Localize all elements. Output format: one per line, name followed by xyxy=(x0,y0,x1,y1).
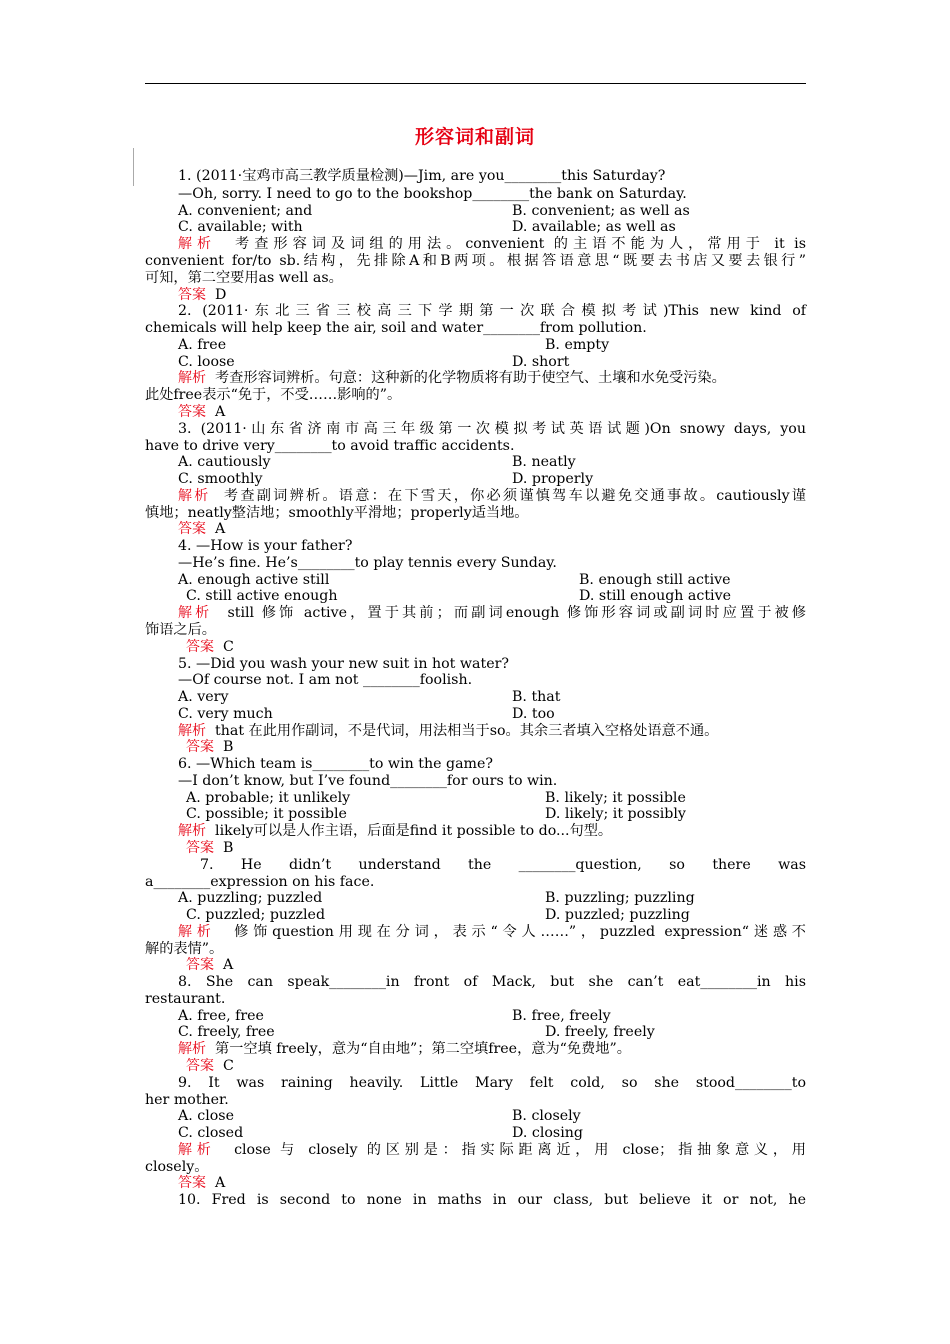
q3-option-c: C. smoothly xyxy=(178,471,263,487)
q1-analysis-line1: 解析 考查形容词及词组的用法。convenient 的主语不能为人，常用于 it is xyxy=(178,236,806,252)
q2-analysis-line2: 此处free表示“免于，不受……影响的”。 xyxy=(145,387,402,403)
q5-option-a: A. very xyxy=(178,689,229,705)
q4-analysis-line2: 饰语之后。 xyxy=(145,622,216,638)
q1-analysis-line2: convenient for/to sb.结构，先排除A和B两项。根据答语意思“既要去书店又要去银行” xyxy=(145,253,806,269)
q6-option-a: A. probable; it unlikely xyxy=(186,790,351,806)
q5-option-b: B. that xyxy=(512,689,561,705)
q2-answer: 答案 A xyxy=(178,404,226,420)
q1-option-d: D. available; as well as xyxy=(512,219,676,235)
q8-option-a: A. free, free xyxy=(178,1008,264,1024)
q8-answer: 答案 C xyxy=(186,1058,234,1074)
q9-option-d: D. closing xyxy=(512,1125,583,1141)
q9-analysis-line1: 解析 close 与 closely 的区别是：指实际距离近，用 close；指抽象意义，用 xyxy=(178,1142,806,1158)
q10-line1: 10. Fred is second to none in maths in our class, but believe it or not, he xyxy=(178,1192,806,1208)
answer-label: 答案 xyxy=(178,287,206,303)
q6-option-c: C. possible; it possible xyxy=(186,806,347,822)
q6-option-b: B. likely; it possible xyxy=(545,790,686,806)
analysis-label: 解析 xyxy=(178,236,217,252)
q7-line1: 7. He didn’t understand the ________question, so there was xyxy=(200,857,806,873)
q8-analysis-line1: 解析 第一空填 freely，意为“自由地”；第二空填free，意为“免费地”。 xyxy=(178,1041,631,1057)
q4-option-b: B. enough still active xyxy=(579,572,731,588)
q5-option-c: C. very much xyxy=(178,706,273,722)
q9-answer: 答案 A xyxy=(178,1175,226,1191)
q3-line2: have to drive very________to avoid traffic accidents. xyxy=(145,438,515,454)
q1-option-c: C. available; with xyxy=(178,219,303,235)
q7-option-d: D. puzzled; puzzling xyxy=(545,907,690,923)
q8-line2: restaurant. xyxy=(145,991,226,1007)
q3-answer: 答案 A xyxy=(178,521,226,537)
q1-option-b: B. convenient; as well as xyxy=(512,203,690,219)
q1-analysis-line3: 可知，第二空要用as well as。 xyxy=(145,270,343,286)
q3-analysis-line1: 解析 考查副词辨析。语意：在下雪天，你必须谨慎驾车以避免交通事故。cautiously谨 xyxy=(178,488,806,504)
q1-answer: 答案 D xyxy=(178,287,227,303)
q2-option-b: B. empty xyxy=(545,337,610,353)
q3-option-a: A. cautiously xyxy=(178,454,271,470)
q8-option-d: D. freely, freely xyxy=(545,1024,655,1040)
q5-answer: 答案 B xyxy=(186,739,234,755)
q1-line1: 1. (2011·宝鸡市高三教学质量检测)—Jim, are you________this Saturday? xyxy=(178,168,666,184)
q4-option-d: D. still enough active xyxy=(579,588,731,604)
q2-option-d: D. short xyxy=(512,354,570,370)
q3-line1: 3. (2011·山东省济南市高三年级第一次模拟考试英语试题)On snowy days, you xyxy=(178,421,806,437)
q7-analysis-line2: 解的表情”。 xyxy=(145,941,224,957)
q3-option-d: D. properly xyxy=(512,471,594,487)
q9-analysis-line2: closely。 xyxy=(145,1159,209,1175)
page-title: 形容词和副词 xyxy=(414,126,535,148)
q5-option-d: D. too xyxy=(512,706,555,722)
q6-line2: —I don’t know, but I’ve found________for ours to win. xyxy=(178,773,558,789)
q4-answer: 答案 C xyxy=(186,639,234,655)
q7-option-a: A. puzzling; puzzled xyxy=(178,890,323,906)
q9-option-c: C. closed xyxy=(178,1125,244,1141)
q7-analysis-line1: 解析 修饰question用现在分词，表示“令人……”，puzzled expression“迷惑不 xyxy=(178,924,806,940)
q2-line2: chemicals will help keep the air, soil and water________from pollution. xyxy=(145,320,647,336)
q7-line2: a________expression on his face. xyxy=(145,874,375,890)
q3-option-b: B. neatly xyxy=(512,454,576,470)
q7-option-b: B. puzzling; puzzling xyxy=(545,890,695,906)
q4-option-c: C. still active enough xyxy=(186,588,338,604)
q6-answer: 答案 B xyxy=(186,840,234,856)
q6-analysis-line1: 解析 likely可以是人作主语，后面是find it possible to do...句型。 xyxy=(178,823,613,839)
q4-option-a: A. enough active still xyxy=(178,572,330,588)
q8-line1: 8. She can speak________in front of Mack, but she can’t eat________in his xyxy=(178,974,806,990)
q6-line1: 6. —Which team is________to win the game? xyxy=(178,756,493,772)
q1-option-a: A. convenient; and xyxy=(178,203,313,219)
q7-option-c: C. puzzled; puzzled xyxy=(186,907,326,923)
q2-analysis-line1: 解析 考查形容词辨析。句意：这种新的化学物质将有助于使空气、土壤和水免受污染。 xyxy=(178,370,726,386)
q4-line1: 4. —How is your father? xyxy=(178,538,353,554)
q2-option-a: A. free xyxy=(178,337,227,353)
q2-option-c: C. loose xyxy=(178,354,235,370)
q9-option-a: A. close xyxy=(178,1108,234,1124)
q1-line2: —Oh, sorry. I need to go to the bookshop________the bank on Saturday. xyxy=(178,186,687,202)
q9-line2: her mother. xyxy=(145,1092,229,1108)
q4-analysis-line1: 解析 still 修饰 active，置于其前；而副词enough 修饰形容词或副词时应置于被修 xyxy=(178,605,806,621)
q6-option-d: D. likely; it possibly xyxy=(545,806,686,822)
q4-line2: —He’s fine. He’s________to play tennis every Sunday. xyxy=(178,555,557,571)
q9-line1: 9. It was raining heavily. Little Mary felt cold, so she stood________to xyxy=(178,1075,806,1091)
header-rule xyxy=(145,83,806,84)
q8-option-c: C. freely, free xyxy=(178,1024,275,1040)
q5-line1: 5. —Did you wash your new suit in hot water? xyxy=(178,656,509,672)
q5-line2: —Of course not. I am not ________foolish. xyxy=(178,672,473,688)
q5-analysis-line1: 解析 that 在此用作副词，不是代词，用法相当于so。其余三者填入空格处语意不通。 xyxy=(178,723,719,739)
q2-line1: 2. (2011·东北三省三校高三下学期第一次联合模拟考试)This new kind of xyxy=(178,303,806,319)
q3-analysis-line2: 慎地；neatly整洁地；smoothly平滑地；properly适当地。 xyxy=(145,505,529,521)
q8-option-b: B. free, freely xyxy=(512,1008,611,1024)
q9-option-b: B. closely xyxy=(512,1108,581,1124)
margin-mark xyxy=(133,148,134,186)
q7-answer: 答案 A xyxy=(186,957,234,973)
